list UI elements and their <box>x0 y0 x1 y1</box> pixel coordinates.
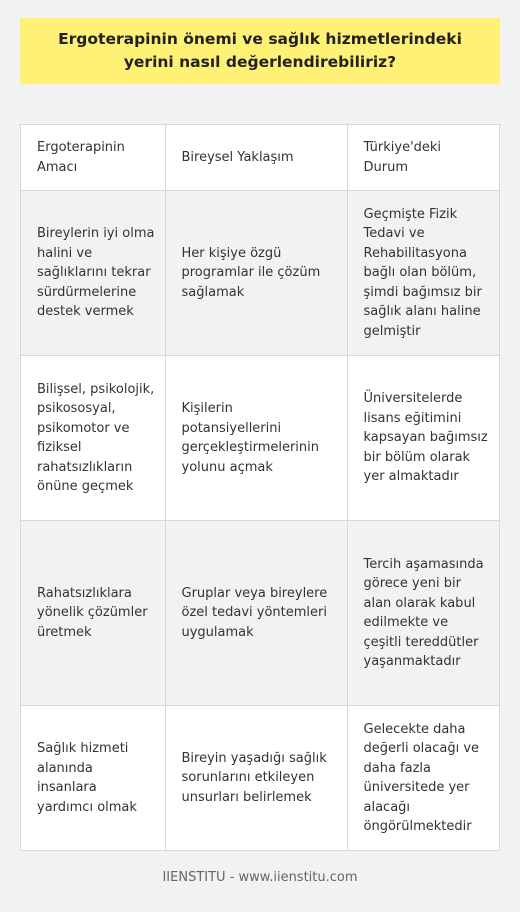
table-row <box>21 706 499 851</box>
table-cell: Kişilerin potansiyellerini gerçekleştirmelerinin yolunu açmak <box>165 356 347 521</box>
table-cell: Sağlık hizmeti alanında insanlara yardımcı olmak <box>21 706 165 851</box>
table-cell: Üniversitelerde lisans eğitimini kapsayan bağımsız bir bölüm olarak yer almaktadır <box>347 356 499 521</box>
table-cell: Geçmişte Fizik Tedavi ve Rehabilitasyona bağlı olan bölüm, şimdi bağımsız bir sağlık alanı haline gelmiştir <box>347 191 499 356</box>
table-row <box>21 191 499 356</box>
table-row <box>21 356 499 521</box>
table-cell: Bireylerin iyi olma halini ve sağlıklarını tekrar sürdürmelerine destek vermek <box>21 191 165 356</box>
table-cell: Rahatsızlıklara yönelik çözümler üretmek <box>21 521 165 706</box>
footer-credit: IIENSTITU - www.iienstitu.com <box>162 870 358 885</box>
table-row <box>21 521 499 706</box>
page-title <box>20 18 500 84</box>
table-cell: Gelecekte daha değerli olacağı ve daha fazla üniversitede yer alacağı öngörülmektedir <box>347 706 499 851</box>
table-header-row <box>21 125 499 191</box>
table-cell: Gruplar veya bireylere özel tedavi yöntemleri uygulamak <box>165 521 347 706</box>
table-cell: Bilişsel, psikolojik, psikososyal, psikomotor ve fiziksel rahatsızlıkların önüne geçmek <box>21 356 165 521</box>
header-cell-turkey-status: Türkiye'deki Durum <box>347 125 499 191</box>
header-cell-approach: Bireysel Yaklaşım <box>165 125 347 191</box>
comparison-table <box>20 124 500 851</box>
table-cell: Her kişiye özgü programlar ile çözüm sağlamak <box>165 191 347 356</box>
table-cell: Bireyin yaşadığı sağlık sorunlarını etkileyen unsurları belirlemek <box>165 706 347 851</box>
page-title-text: Ergoterapinin önemi ve sağlık hizmetlerindeki yerini nasıl değerlendirebiliriz? <box>58 30 462 71</box>
header-cell-purpose: Ergoterapinin Amacı <box>21 125 165 191</box>
table-cell: Tercih aşamasında görece yeni bir alan olarak kabul edilmekte ve çeşitli tereddütler yaşanmaktadır <box>347 521 499 706</box>
